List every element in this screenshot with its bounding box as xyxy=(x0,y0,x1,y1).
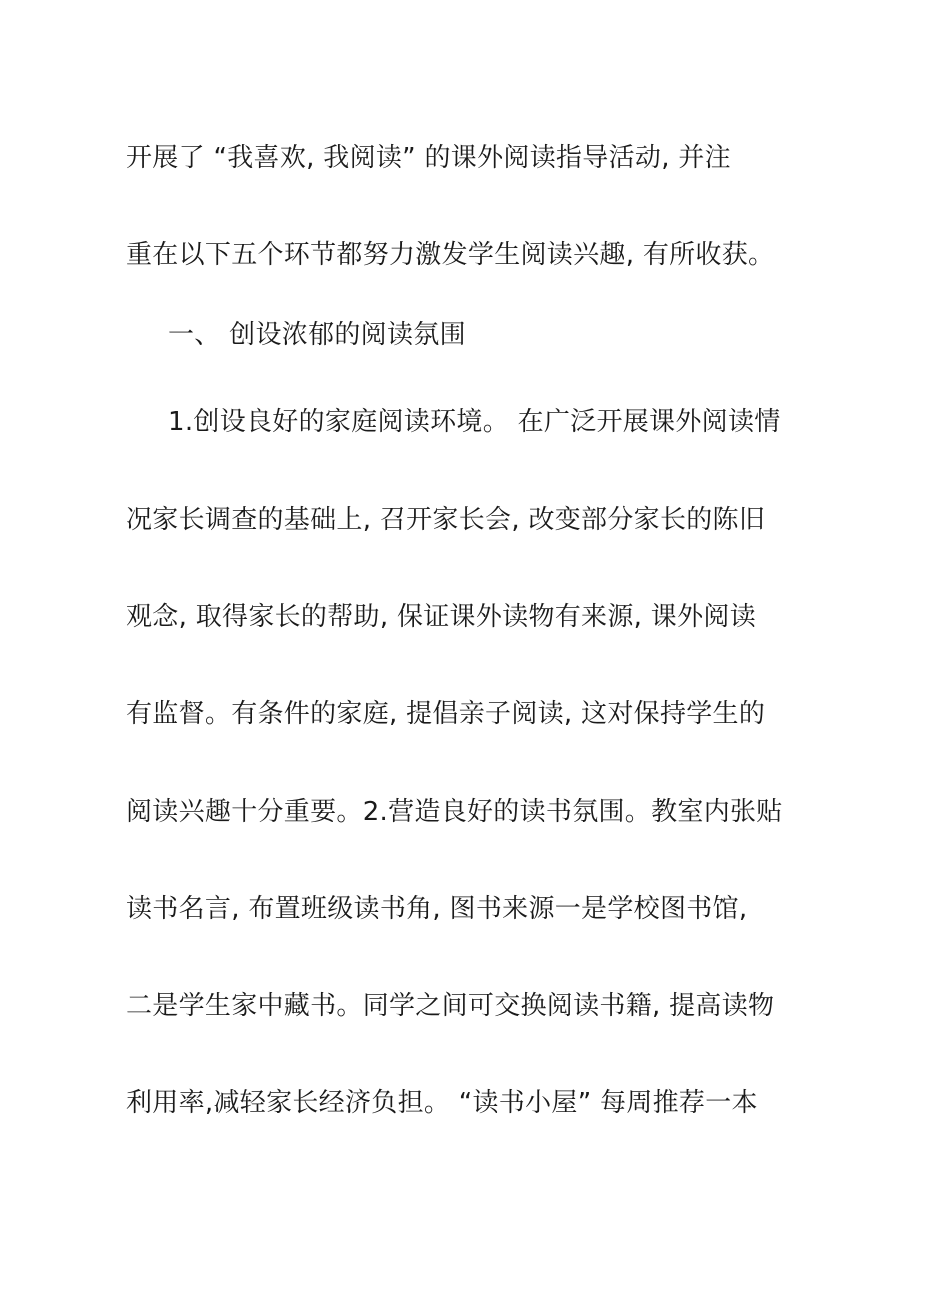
paragraph-line: 1.创设良好的家庭阅读环境。 在广泛开展课外阅读情 xyxy=(168,407,781,437)
paragraph-line: 开展了 “我喜欢, 我阅读” 的课外阅读指导活动, 并注 xyxy=(126,143,731,173)
paragraph-line: 阅读兴趣十分重要。2.营造良好的读书氛围。教室内张贴 xyxy=(126,797,783,827)
paragraph-line: 利用率,减轻家长经济负担。 “读书小屋” 每周推荐一本 xyxy=(126,1088,758,1118)
section-heading: 一、 创设浓郁的阅读氛围 xyxy=(168,320,466,350)
paragraph-line: 况家长调查的基础上, 召开家长会, 改变部分家长的陈旧 xyxy=(126,505,766,535)
paragraph-line: 二是学生家中藏书。同学之间可交换阅读书籍, 提高读物 xyxy=(126,991,775,1021)
paragraph-line: 读书名言, 布置班级读书角, 图书来源一是学校图书馆, xyxy=(126,894,748,924)
paragraph-line: 有监督。有条件的家庭, 提倡亲子阅读, 这对保持学生的 xyxy=(126,699,766,729)
paragraph-line: 观念, 取得家长的帮助, 保证课外读物有来源, 课外阅读 xyxy=(126,602,756,632)
paragraph-line: 重在以下五个环节都努力激发学生阅读兴趣, 有所收获。 xyxy=(126,240,775,270)
